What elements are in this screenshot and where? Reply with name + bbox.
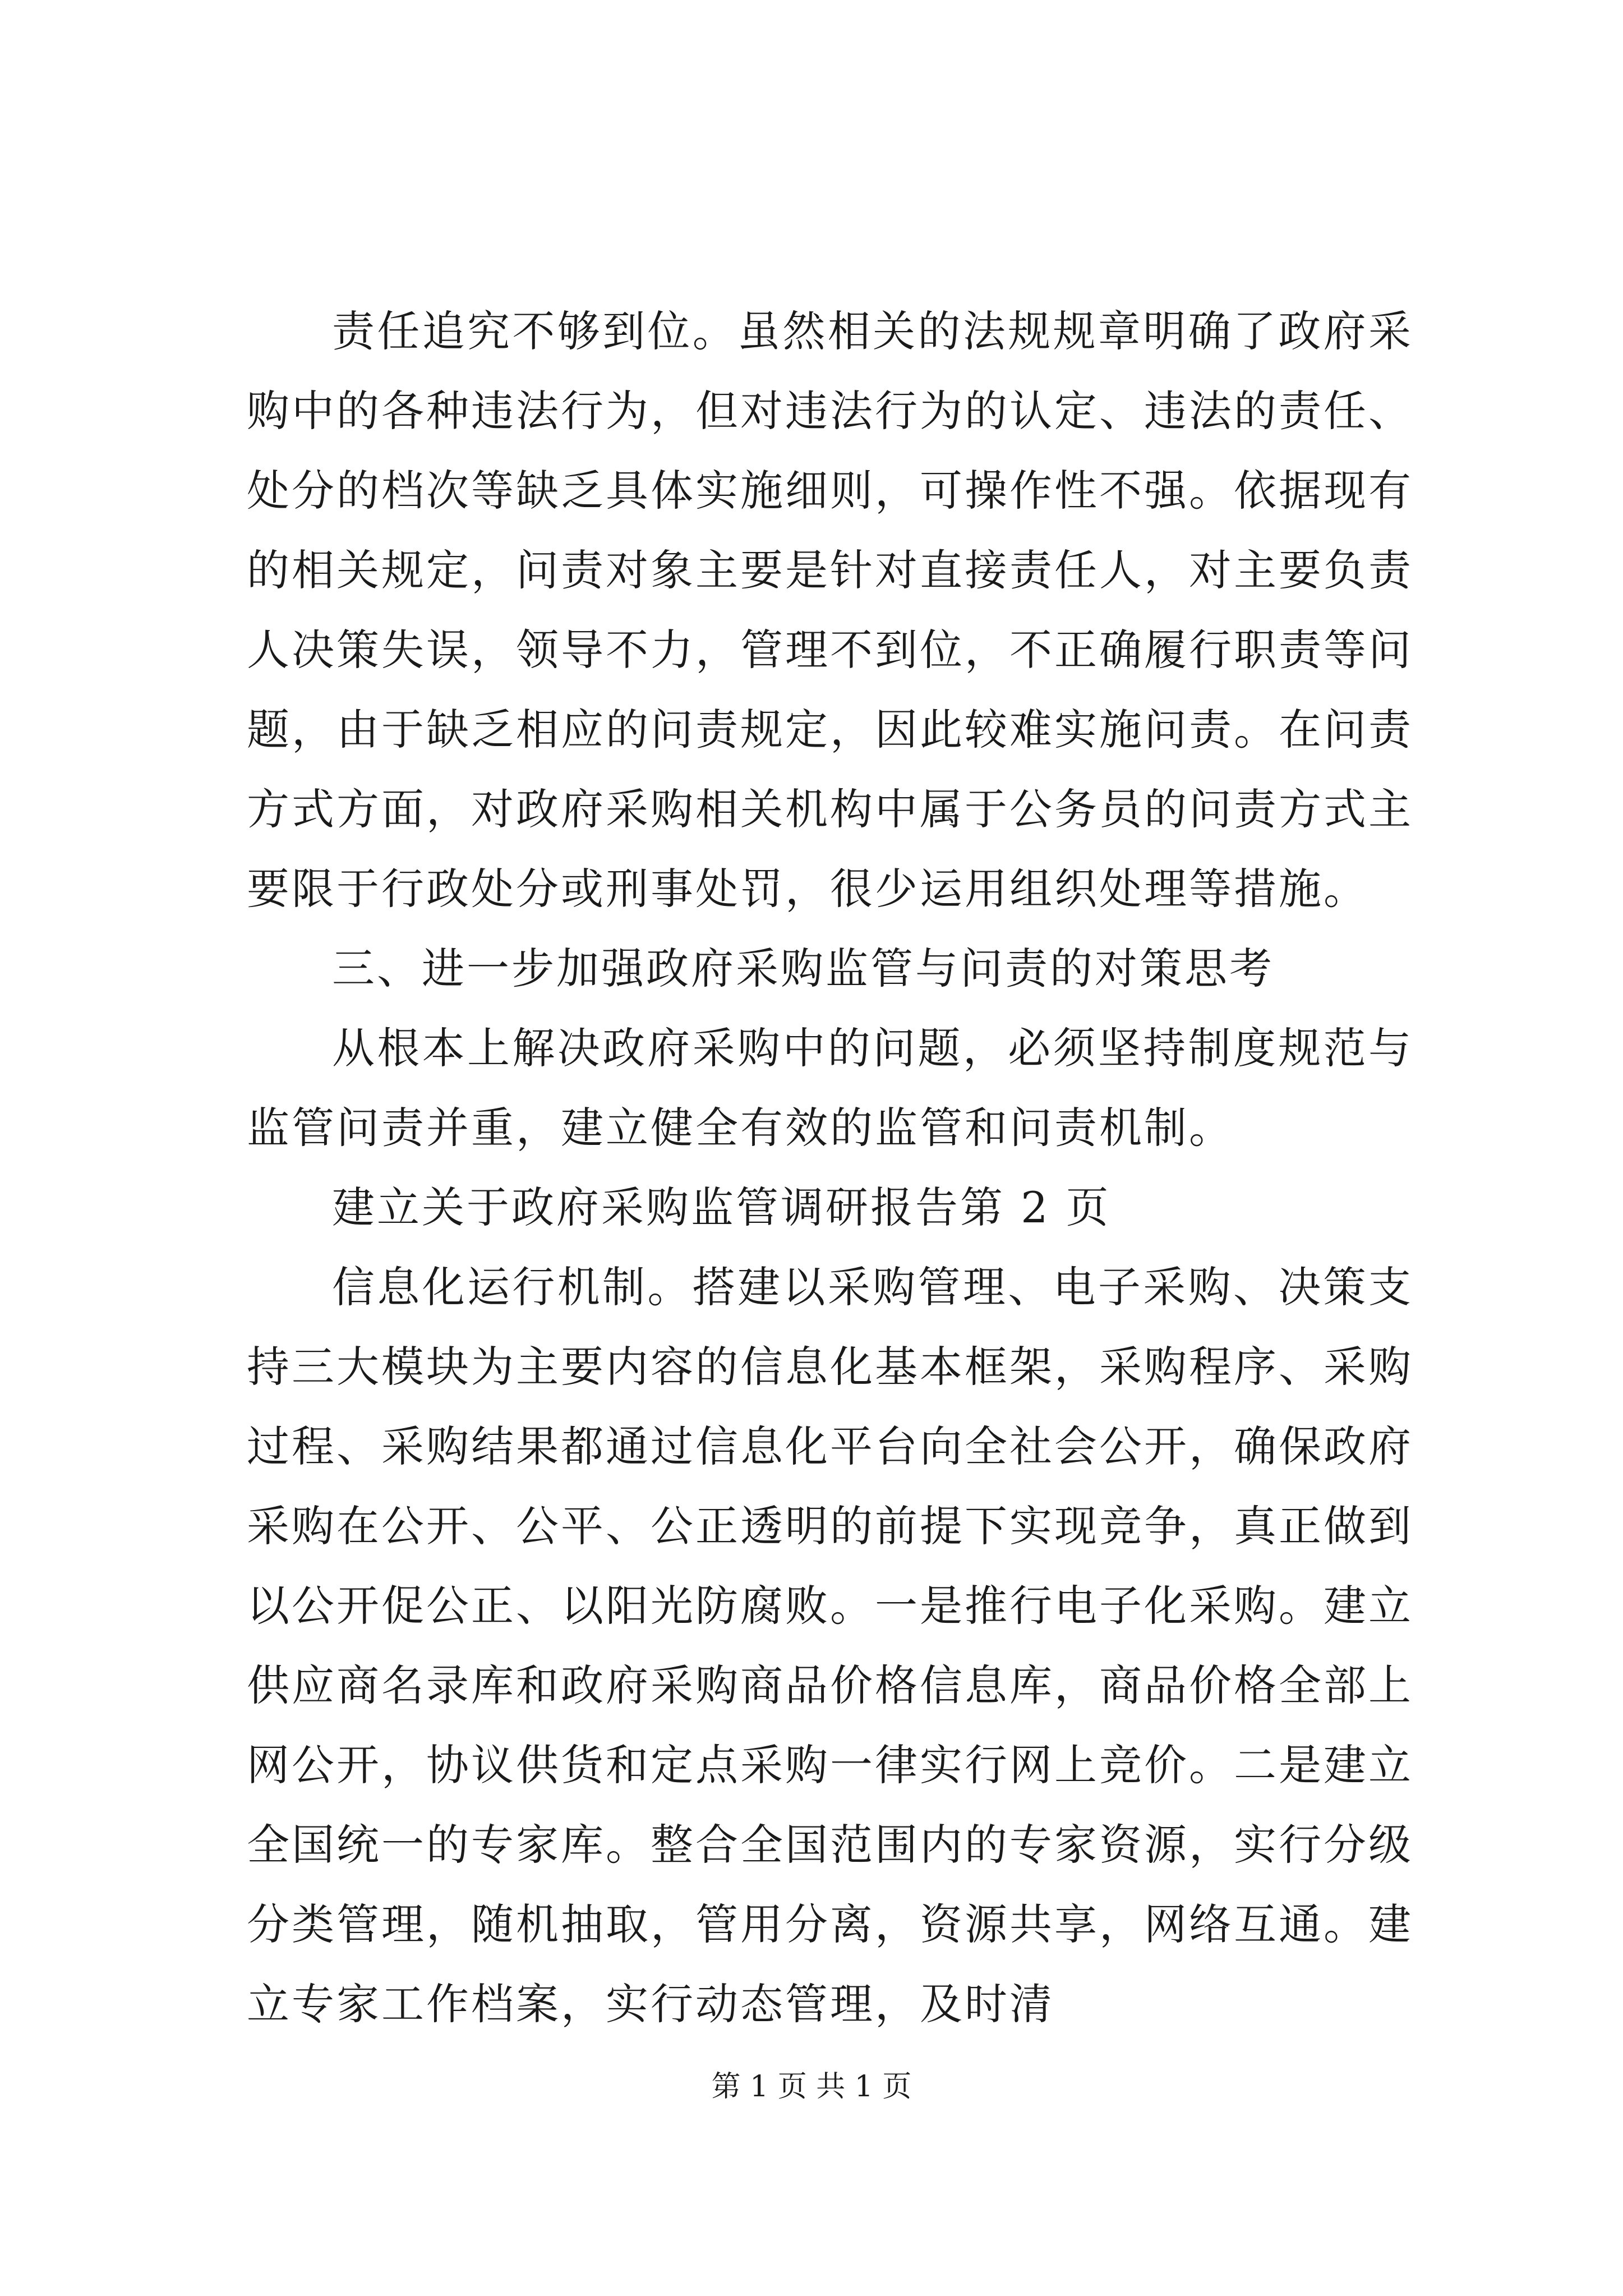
paragraph-intro: 从根本上解决政府采购中的问题，必须坚持制度规范与监管问责并重，建立健全有效的监管和问责机制。 bbox=[247, 1023, 1413, 1153]
page-footer: 第 1 页 共 1 页 bbox=[711, 2070, 912, 2104]
paragraph-accountability: 责任追究不够到位。虽然相关的法规规章明确了政府采购中的各种违法行为，但对违法行为的认定、违法的责任、处分的档次等缺乏具体实施细则，可操作性不强。依据现有的相关规定，问责对象主要是针对直接责任人，对主要负责人决策失误，领导不力，管理不到位，不正确履行职责等问题，由于缺乏相应的问责规定，因此较难实施问责。在问责方式方面，对政府采购相关机构中属于公务员的问责方式主要限于行政处分或刑事处罚，很少运用组织处理等措施。 bbox=[247, 306, 1413, 914]
paragraph-page-note: 建立关于政府采购监管调研报告第 2 页 bbox=[332, 1182, 1111, 1232]
paragraph-informatization: 信息化运行机制。搭建以采购管理、电子采购、决策支持三大模块为主要内容的信息化基本框架，采购程序、采购过程、采购结果都通过信息化平台向全社会公开，确保政府采购在公开、公平、公正透明的前提下实现竞争，真正做到以公开促公正、以阳光防腐败。一是推行电子化采购。建立供应商名录库和政府采购商品价格信息库，商品价格全部上网公开，协议供货和定点采购一律实行网上竞价。二是建立全国统一的专家库。整合全国范围内的专家资源，实行分级分类管理，随机抽取，管用分离，资源共享，网络互通。建立专家工作档案，实行动态管理，及时清 bbox=[247, 1262, 1413, 2029]
document-body bbox=[247, 292, 1413, 2044]
section-heading: 三、进一步加强政府采购监管与问责的对策思考 bbox=[332, 944, 1274, 993]
